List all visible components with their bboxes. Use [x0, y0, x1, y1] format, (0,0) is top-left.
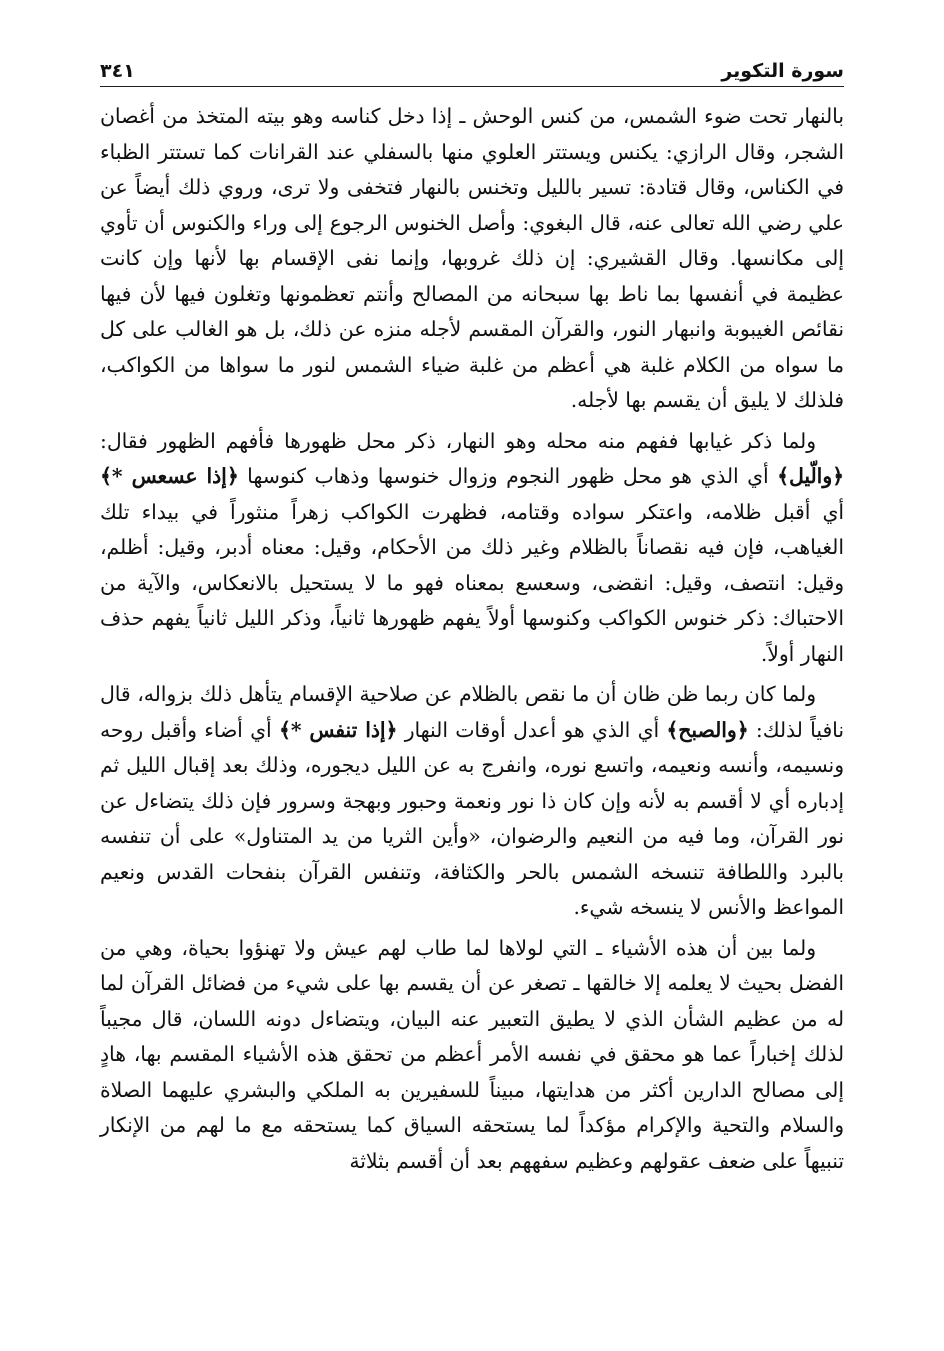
text-segment: ولما كان ربما ظن ظان أن ما نقص بالظلام عن صلاحية الإقسام يتأهل ذلك بزواله، قال نافياً لذلك:	[100, 682, 844, 742]
text-segment: أي أضاء وأقبل روحه ونسيمه، وأنسه ونعيمه، واتسع نوره، وانفرج به عن الليل ديجوره، وذلك بعد إقبال الليل ثم إدباره أي لا أقسم به لأنه وإن كان ذا نور ونعمة وحبور وبهجة وسرور فإن ذلك يتضاءل عن نور القرآن، وما فيه من النعيم والرضوان، «وأين الثريا من يد المتناول» على أن تنفسه بالبرد واللطافة تنسخه الشمس بالحر والكثافة، وتنفس القرآن بنفحات القدس ونعيم المواعظ والأنس لا ينسخه شيء.	[100, 717, 844, 919]
text-segment: أي الذي هو أعدل أوقات النهار	[397, 717, 667, 742]
quran-quote: ﴿والّيل﴾	[777, 464, 844, 488]
text-segment: بالنهار تحت ضوء الشمس، من كنس الوحش ـ إذا دخل كناسه وهو بيته المتخذ من أغصان الشجر، وقال الرازي: يكنس ويستتر العلوي منها بالسفلي عند القرانات كما تستتر الظباء في الكناس، وقال قتادة: تسير بالليل وتخنس بالنهار فتخفى ولا ترى، وروي ذلك أيضاً عن علي رضي الله تعالى عنه، قال البغوي: وأصل الخنوس الرجوع إلى وراء والكنوس أن تأوي إلى مكانسها. وقال القشيري: إن ذلك غروبها، وإنما نفى الإقسام بها لأنها وإن كانت عظيمة في أنفسها بما ناط بها سبحانه من المصالح وأنتم تعظمونها وتغلون فيها لأن فيها نقائص الغيبوبة وانبهار النور، والقرآن المقسم لأجله منزه عن ذلك، بل هو الغالب على كل ما سواه من الكلام غلبة هي أعظم من غلبة ضياء الشمس لنور ما سواها من الكواكب، فلذلك لا يليق أن يقسم بها لأجله.	[100, 104, 844, 412]
text-segment: أي الذي هو محل ظهور النجوم وزوال خنوسها وذهاب كنوسها	[238, 464, 778, 488]
page-number: ٣٤١	[100, 60, 135, 82]
paragraph	[100, 931, 844, 1180]
quran-quote: ﴿إذا عسعس *﴾	[100, 464, 239, 488]
surah-title: سورة التكوير	[721, 60, 844, 82]
paragraph	[100, 99, 844, 419]
book-page	[100, 52, 844, 1322]
paragraph	[100, 424, 844, 673]
quran-quote: ﴿إذا تنفس *﴾	[278, 717, 398, 742]
text-segment: أي أقبل ظلامه، واعتكر سواده وقتامه، فظهرت الكواكب زهراً منثوراً في بيداء تلك الغياهب، فإن فيه نقصاناً بالظلام وغير ذلك من الأحكام، وقيل: معناه أدبر، وقيل: أظلم، وقيل: انتصف، وقيل: انقضى، وسعسع بمعناه فهو ما لا يستحيل بالانعكاس، والآية من الاحتباك: ذكر خنوس الكواكب وكنوسها أولاً يفهم ظهورها ثانياً، وذكر الليل ثانياً يفهم حذف النهار أولاً.	[100, 499, 844, 666]
quran-quote: ﴿والصبح﴾	[666, 717, 749, 742]
page-body	[100, 99, 844, 1179]
paragraph	[100, 677, 844, 926]
text-segment: ولما ذكر غيابها ففهم منه محله وهو النهار، ذكر محل ظهورها فأفهم الظهور فقال:	[100, 428, 816, 453]
text-segment: ولما بين أن هذه الأشياء ـ التي لولاها لما طاب لهم عيش ولا تهنؤوا بحياة، وهي من الفضل بحيث لا يعلمه إلا خالقها ـ تصغر عن أن يقسم بها على شيء من فضائل القرآن لما له من عظيم الشأن الذي لا يطيق التعبير عنه البيان، ويتضاءل دونه اللسان، قال مجيباً لذلك إخباراً عما هو محقق في نفسه الأمر أعظم من تحقق هذه الأشياء المقسم بها، هادٍ إلى مصالح الدارين أكثر من هدايتها، مبيناً للسفيرين به الملكي والبشري عليهما الصلاة والسلام والتحية والإكرام مؤكداً لما يستحقه السياق كما يستحقه مع ما لهم من الإنكار تنبيهاً على ضعف عقولهم وعظيم سفههم بعد أن أقسم بثلاثة	[100, 935, 844, 1173]
page-header	[100, 52, 844, 87]
